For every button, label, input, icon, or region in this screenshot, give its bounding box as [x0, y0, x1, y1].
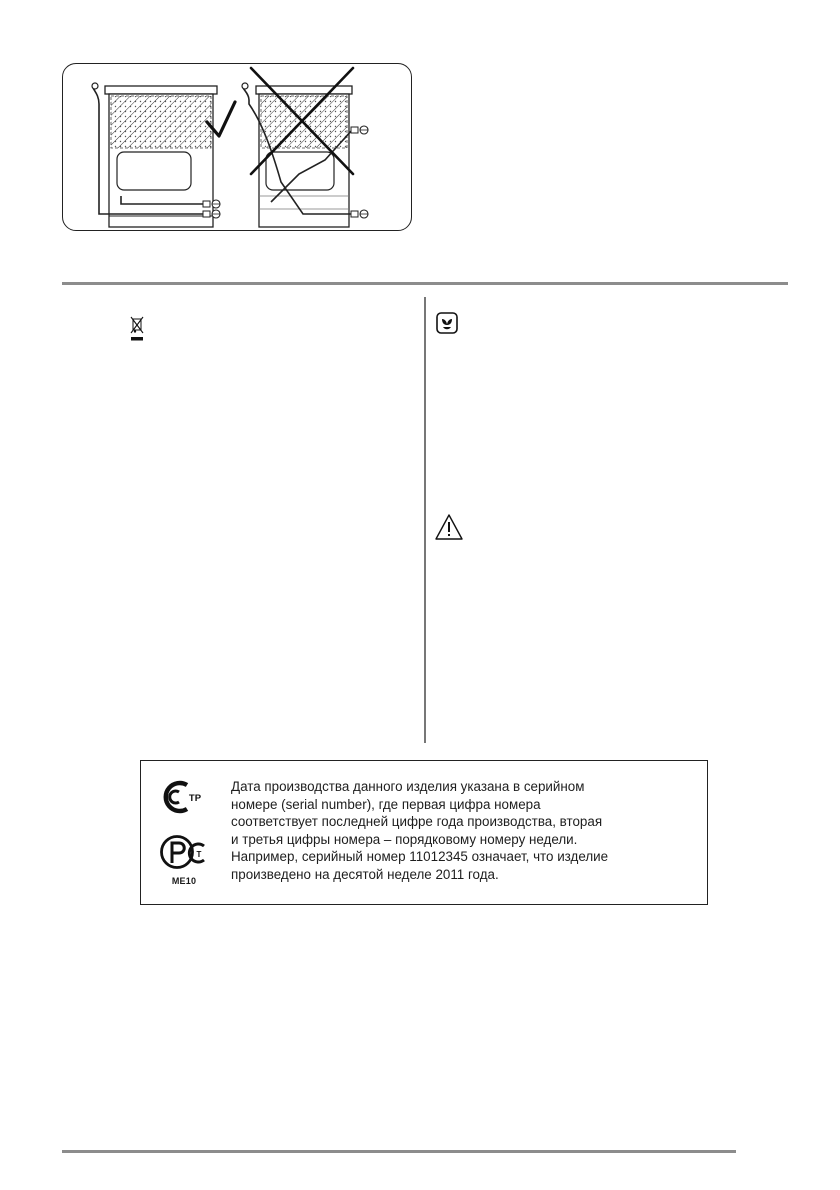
- footer-divider: [62, 1150, 736, 1153]
- pct-code-label: МЕ10: [171, 876, 197, 886]
- incorrect-installation-figure: [242, 83, 368, 227]
- eac-conformity-mark: [160, 780, 208, 814]
- pct-certification-mark: [160, 834, 208, 870]
- eac-mark-label: ТР: [188, 793, 202, 804]
- certification-text: [231, 778, 701, 884]
- svg-text:Т: Т: [196, 850, 202, 859]
- warning-triangle-icon: [434, 513, 464, 541]
- cert-text-line: номере (serial number), где первая цифра номера: [231, 796, 541, 812]
- correct-installation-figure: [92, 83, 220, 227]
- cert-text-line: Дата производства данного изделия указана в серийном: [231, 779, 585, 794]
- cert-text-line: произведено на десятой неделе 2011 года.: [231, 866, 499, 882]
- installation-diagram: [62, 63, 412, 231]
- cert-text-line: и третья цифры номера – порядковому номеру недели.: [231, 831, 578, 847]
- section-divider-top: [62, 282, 788, 285]
- crossed-out-bin-icon: [130, 316, 144, 342]
- cert-text-line: Например, серийный номер 11012345 означает, что изделие: [231, 849, 609, 865]
- cert-text-line: соответствует последней цифре года производства, вторая: [231, 814, 603, 830]
- column-divider: [424, 297, 426, 743]
- recycling-leaf-icon: [436, 312, 458, 334]
